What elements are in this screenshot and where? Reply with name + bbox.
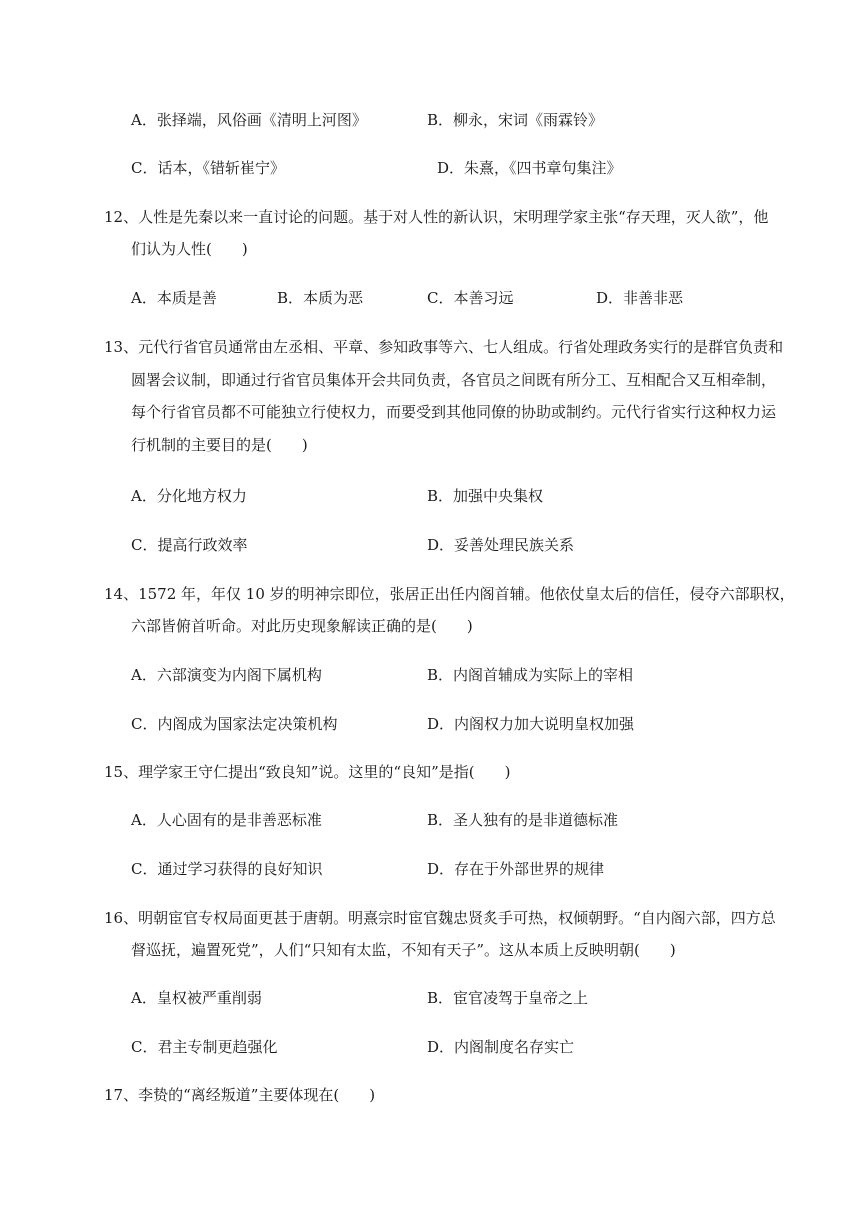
q17-stem-line1: 17、李贽的“离经叛道”主要体现在( ): [104, 1086, 376, 1104]
q16-option-c: C．君主专制更趋强化: [131, 1038, 278, 1056]
q14-option-d: D．内阁权力加大说明皇权加强: [427, 715, 635, 733]
q14-option-a: A．六部演变为内阁下属机构: [131, 666, 322, 684]
q12-option-c: C．本善习远: [427, 289, 514, 307]
q14-stem-line1: 14、1572 年，年仅 10 岁的明神宗即位，张居正出任内阁首辅。他依仗皇太后的信任，侵夺六部职权，: [104, 585, 795, 603]
q13-stem-line1: 13、元代行省官员通常由左丞相、平章、参知政事等六、七人组成。行省处理政务实行的是群官负责和: [104, 338, 784, 356]
q11-option-a: A．张择端，风俗画《清明上河图》: [131, 111, 367, 129]
q16-option-b: B．宦官凌驾于皇帝之上: [427, 989, 589, 1007]
q14-option-b: B．内阁首辅成为实际上的宰相: [427, 666, 634, 684]
q13-option-c: C．提高行政效率: [131, 536, 248, 554]
q14-option-c: C．内阁成为国家法定决策机构: [131, 715, 338, 733]
q15-option-a: A．人心固有的是非善恶标准: [131, 811, 322, 829]
q12-option-b: B．本质为恶: [277, 289, 364, 307]
q11-option-b: B．柳永，宋词《雨霖铃》: [427, 111, 604, 129]
q15-option-d: D．存在于外部世界的规律: [427, 860, 605, 878]
q12-stem-line1: 12、人性是先秦以来一直讨论的问题。基于对人性的新认识，宋明理学家主张“存天理，灭人欲”，他: [104, 208, 769, 226]
q13-option-d: D．妥善处理民族关系: [427, 536, 575, 554]
q13-option-b: B．加强中央集权: [427, 487, 544, 505]
q11-option-c: C．话本，《错斩崔宁》: [131, 159, 285, 177]
q15-option-c: C．通过学习获得的良好知识: [131, 860, 323, 878]
q12-stem-line2: 们认为人性( ): [131, 240, 248, 258]
q16-option-a: A．皇权被严重削弱: [131, 989, 262, 1007]
q13-stem-line3: 每个行省官员都不可能独立行使权力，而要受到其他同僚的协助或制约。元代行省实行这种权力运: [131, 403, 777, 421]
q14-stem-line2: 六部皆俯首听命。对此历史现象解读正确的是( ): [131, 617, 473, 635]
q16-stem-line1: 16、明朝宦官专权局面更甚于唐朝。明熹宗时宦官魏忠贤炙手可热，权倾朝野。“自内阁六部，四方总: [104, 909, 776, 927]
q15-option-b: B．圣人独有的是非道德标准: [427, 811, 619, 829]
q12-option-d: D．非善非恶: [596, 289, 684, 307]
q15-stem-line1: 15、理学家王守仁提出“致良知”说。这里的“良知”是指( ): [104, 763, 511, 781]
q11-option-d: D．朱熹，《四书章句集注》: [437, 159, 622, 177]
q13-option-a: A．分化地方权力: [131, 487, 247, 505]
q13-stem-line4: 行机制的主要目的是( ): [131, 436, 308, 454]
q16-option-d: D．内阁制度名存实亡: [427, 1038, 575, 1056]
q16-stem-line2: 督巡抚，遍置死党”，人们“只知有太监，不知有天子”。这从本质上反映明朝( ): [131, 941, 676, 959]
q13-stem-line2: 圆署会议制，即通过行省官员集体开会共同负责，各官员之间既有所分工、互相配合又互相牵制，: [131, 371, 777, 389]
q12-option-a: A．本质是善: [131, 289, 217, 307]
